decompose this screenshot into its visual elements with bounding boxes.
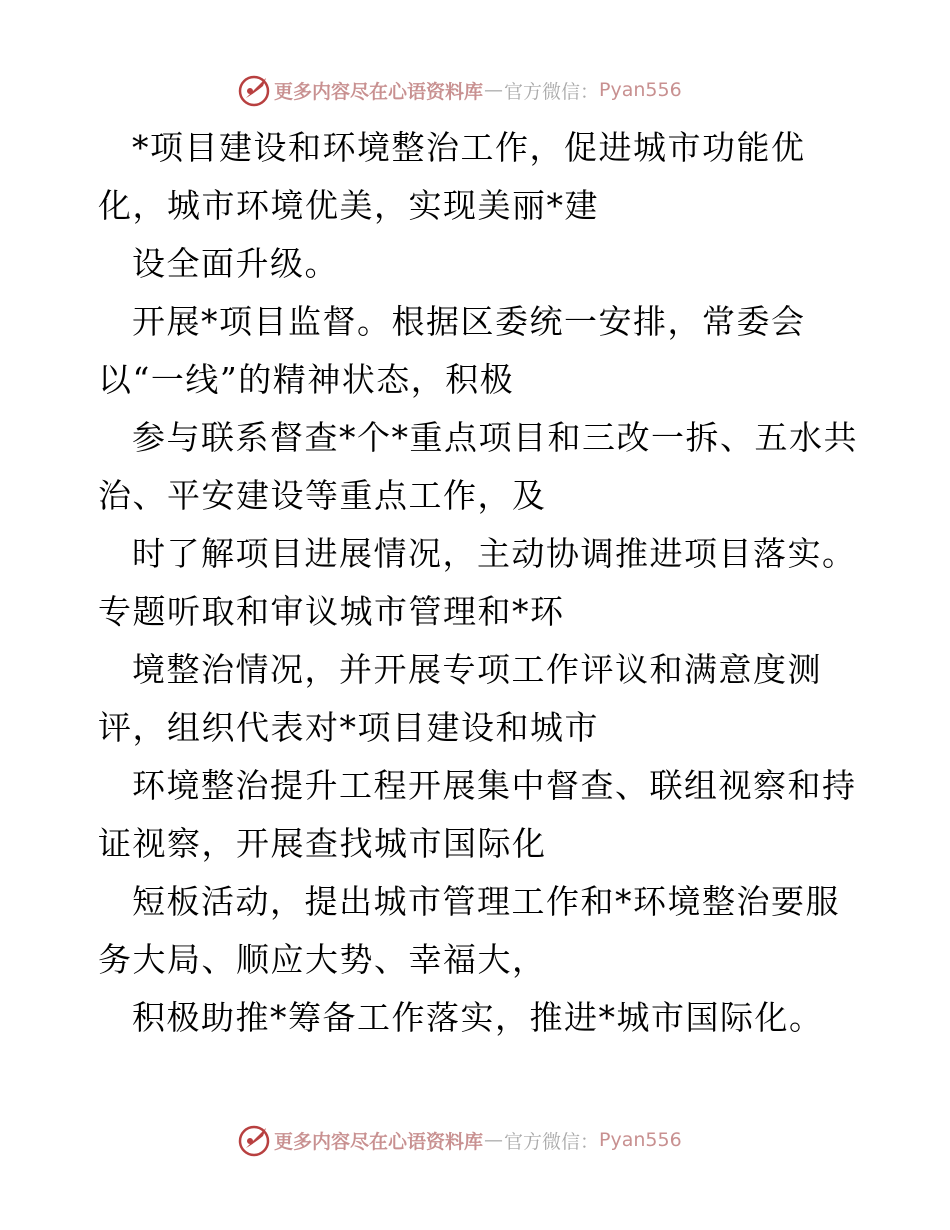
body-line: 化，城市环境优美，实现美丽*建 [98,186,599,225]
quill-logo-icon [236,72,272,108]
body-line: 设全面升级。 [132,244,339,283]
body-line: 短板活动，提出城市管理工作和*环境整治要服 [132,882,840,921]
watermark-text: 更多内容尽在心语资料库 [274,80,484,103]
watermark-dash: — [484,79,504,101]
body-line: 治、平安建设等重点工作，及 [98,476,547,515]
body-line: 证视察，开展查找城市国际化 [98,824,547,863]
body-line: 参与联系督查*个*重点项目和三改一拆、五水共 [132,418,858,457]
watermark-wechat-id: Pyan556 [599,79,682,101]
body-line: 专题听取和审议城市管理和*环 [98,592,565,631]
header-watermark [236,72,682,108]
body-line: 开展*项目监督。根据区委统一安排，常委会 [132,302,806,341]
footer-watermark [236,1122,682,1158]
watermark-dash: — [484,1129,504,1151]
watermark-wechat-id: Pyan556 [599,1129,682,1151]
body-line: 务大局、顺应大势、幸福大， [98,940,547,979]
body-line: 境整治情况，并开展专项工作评议和满意度测 [132,650,822,689]
watermark-wechat-label: 官方微信： [504,1130,600,1153]
body-line: *项目建设和环境整治工作，促进城市功能优 [132,128,806,167]
body-line: 评，组织代表对*项目建设和城市 [98,708,599,747]
watermark-text: 更多内容尽在心语资料库 [274,1130,484,1153]
quill-logo-icon [236,1122,272,1158]
body-line: 环境整治提升工程开展集中督查、联组视察和持 [132,766,857,805]
body-line: 积极助推*筹备工作落实，推进*城市国际化。 [132,998,824,1037]
body-line: 时了解项目进展情况，主动协调推进项目落实。 [132,534,857,573]
watermark-wechat-label: 官方微信： [504,80,600,103]
body-line: 以“一线”的精神状态，积极 [98,360,515,399]
